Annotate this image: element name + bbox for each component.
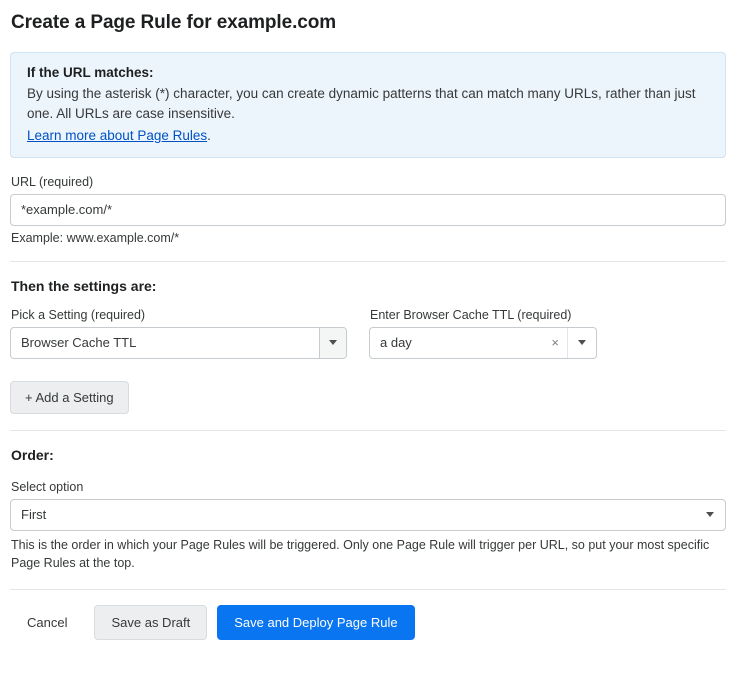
chevron-down-icon [706, 512, 714, 517]
setting-picker-select[interactable] [10, 327, 347, 359]
callout-link-suffix: . [207, 127, 211, 143]
callout-body: By using the asterisk (*) character, you can create dynamic patterns that can match many URLs, rather than just one. All URLs are case insensitive. [27, 86, 696, 122]
divider-settings [10, 261, 726, 262]
callout-link-row [27, 128, 709, 143]
divider-order [10, 430, 726, 431]
order-help-text: This is the order in which your Page Rules will be triggered. Only one Page Rule will trigger per URL, so put your most specific Page Rules at the top. [11, 537, 710, 571]
save-and-deploy-button[interactable]: Save and Deploy Page Rule [217, 605, 414, 640]
order-select-dropdown-button[interactable] [695, 512, 725, 517]
cancel-button[interactable]: Cancel [10, 605, 84, 640]
setting-picker-value: Browser Cache TTL [21, 335, 137, 350]
divider-actions [10, 589, 726, 590]
setting-value-label: Enter Browser Cache TTL (required) [370, 307, 572, 322]
url-input[interactable] [10, 194, 726, 226]
setting-value-group [369, 308, 597, 359]
order-heading: Order: [11, 446, 54, 463]
url-field-label: URL (required) [11, 174, 94, 189]
setting-value-select[interactable] [369, 327, 597, 359]
page-rule-form [0, 12, 736, 688]
settings-heading: Then the settings are: [11, 277, 157, 294]
url-match-callout [10, 52, 726, 158]
setting-value-text: a day [380, 335, 412, 350]
page-title: Create a Page Rule for example.com [11, 12, 337, 33]
setting-picker-dropdown-button[interactable] [319, 328, 346, 358]
learn-more-link[interactable]: Learn more about Page Rules [27, 127, 208, 143]
chevron-down-icon [329, 340, 337, 345]
clear-icon[interactable]: × [551, 335, 559, 350]
order-select-value: First [21, 507, 47, 522]
order-select-label: Select option [11, 479, 84, 494]
url-helper-text: Example: www.example.com/* [11, 230, 180, 245]
settings-row [10, 308, 726, 359]
add-setting-button[interactable]: + Add a Setting [10, 381, 129, 414]
chevron-down-icon [578, 340, 586, 345]
order-select[interactable] [10, 499, 726, 531]
setting-picker-group [10, 308, 347, 359]
setting-picker-label: Pick a Setting (required) [11, 307, 146, 322]
save-as-draft-button[interactable]: Save as Draft [94, 605, 207, 640]
form-actions [10, 605, 726, 640]
setting-value-dropdown-button[interactable] [568, 340, 596, 345]
callout-heading: If the URL matches: [27, 65, 154, 80]
